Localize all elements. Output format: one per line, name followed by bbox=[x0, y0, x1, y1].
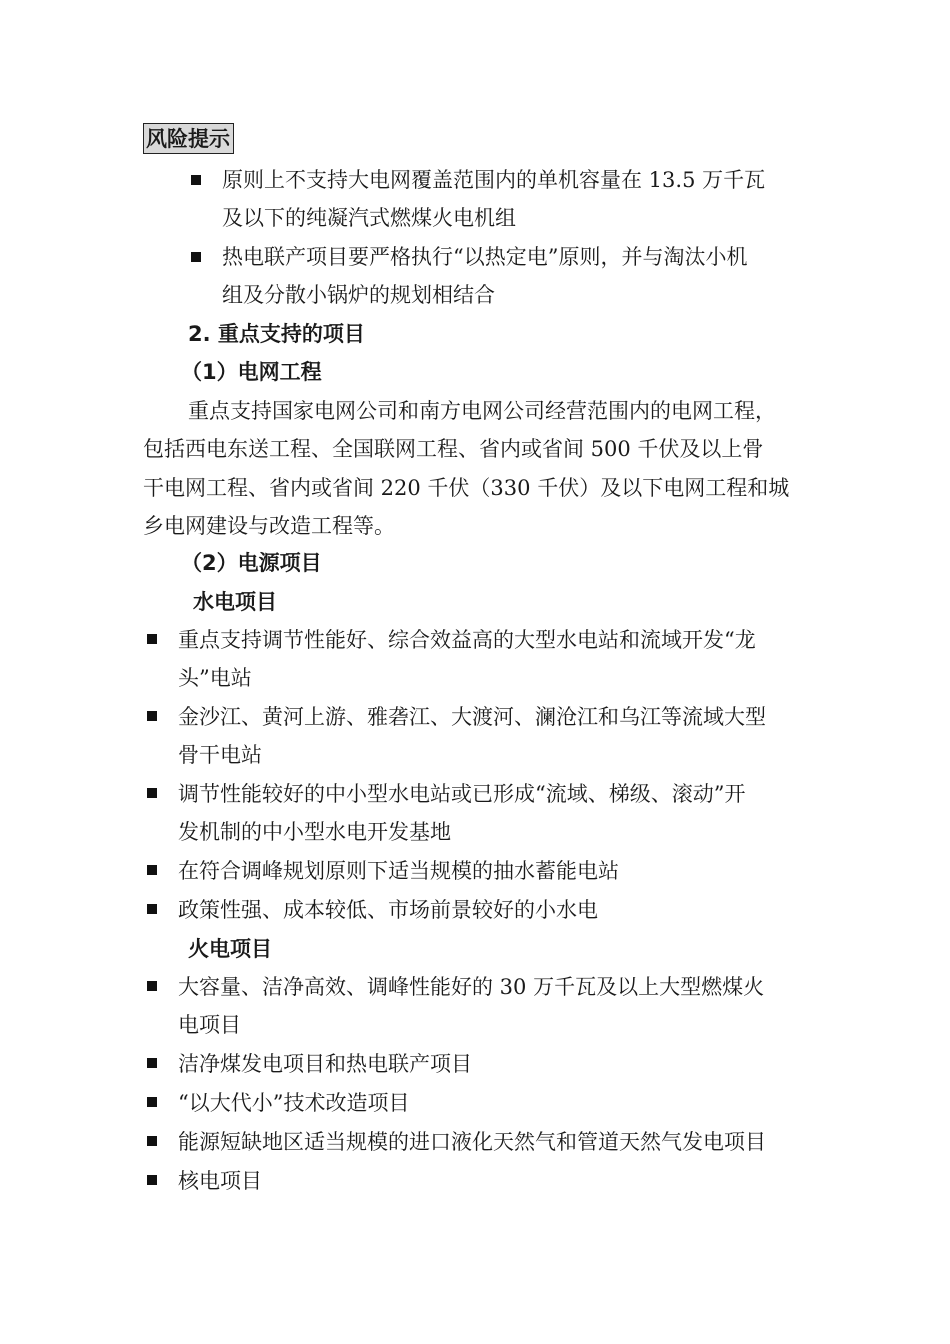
grid-paragraph-line-4: 乡电网建设与改造工程等。 bbox=[143, 514, 395, 538]
risk-item-2-line-1: 热电联产项目要严格执行“以热定电”原则，并与淘汰小机 bbox=[222, 245, 748, 269]
hydro-item-1-line-1: 重点支持调节性能好、综合效益高的大型水电站和流域开发“龙 bbox=[178, 628, 756, 652]
thermal-heading: 火电项目 bbox=[188, 937, 272, 961]
bullet-icon bbox=[147, 904, 157, 914]
hydro-heading: 水电项目 bbox=[193, 590, 277, 614]
bullet-icon bbox=[147, 1175, 157, 1185]
hydro-item-2-line-1: 金沙江、黄河上游、雅砻江、大渡河、澜沧江和乌江等流域大型 bbox=[178, 705, 766, 729]
bullet-icon bbox=[191, 252, 201, 262]
hydro-item-3-line-2: 发机制的中小型水电开发基地 bbox=[178, 820, 451, 844]
bullet-icon bbox=[147, 865, 157, 875]
grid-heading: （1）电网工程 bbox=[181, 360, 322, 384]
hydro-item-1-line-2: 头”电站 bbox=[178, 666, 252, 690]
risk-item-1-line-2: 及以下的纯凝汽式燃煤火电机组 bbox=[222, 206, 516, 230]
hydro-item-3-line-1: 调节性能较好的中小型水电站或已形成“流域、梯级、滚动”开 bbox=[178, 782, 746, 806]
thermal-item-5: 核电项目 bbox=[178, 1169, 262, 1193]
risk-title: 风险提示 bbox=[143, 123, 234, 154]
bullet-icon bbox=[147, 711, 157, 721]
thermal-item-3: “以大代小”技术改造项目 bbox=[178, 1091, 410, 1115]
bullet-icon bbox=[147, 1058, 157, 1068]
bullet-icon bbox=[147, 1136, 157, 1146]
thermal-item-4: 能源短缺地区适当规模的进口液化天然气和管道天然气发电项目 bbox=[178, 1130, 766, 1154]
thermal-item-1-line-1: 大容量、洁净高效、调峰性能好的 30 万千瓦及以上大型燃煤火 bbox=[178, 975, 765, 999]
bullet-icon bbox=[147, 788, 157, 798]
thermal-item-1-line-2: 电项目 bbox=[178, 1013, 241, 1037]
grid-paragraph-line-1: 重点支持国家电网公司和南方电网公司经营范围内的电网工程， bbox=[188, 399, 776, 423]
risk-item-2-line-2: 组及分散小锅炉的规划相结合 bbox=[222, 283, 495, 307]
grid-paragraph-line-3: 干电网工程、省内或省间 220 千伏（330 千伏）及以下电网工程和城 bbox=[143, 476, 790, 500]
thermal-item-2: 洁净煤发电项目和热电联产项目 bbox=[178, 1052, 472, 1076]
risk-item-1-line-1: 原则上不支持大电网覆盖范围内的单机容量在 13.5 万千瓦 bbox=[222, 168, 766, 192]
bullet-icon bbox=[147, 1097, 157, 1107]
hydro-item-5: 政策性强、成本较低、市场前景较好的小水电 bbox=[178, 898, 598, 922]
bullet-icon bbox=[147, 634, 157, 644]
bullet-icon bbox=[191, 175, 201, 185]
hydro-item-2-line-2: 骨干电站 bbox=[178, 743, 262, 767]
hydro-item-4: 在符合调峰规划原则下适当规模的抽水蓄能电站 bbox=[178, 859, 619, 883]
bullet-icon bbox=[147, 981, 157, 991]
grid-paragraph-line-2: 包括西电东送工程、全国联网工程、省内或省间 500 千伏及以上骨 bbox=[143, 437, 764, 461]
section-heading: 2. 重点支持的项目 bbox=[188, 322, 365, 346]
power-heading: （2）电源项目 bbox=[181, 551, 322, 575]
